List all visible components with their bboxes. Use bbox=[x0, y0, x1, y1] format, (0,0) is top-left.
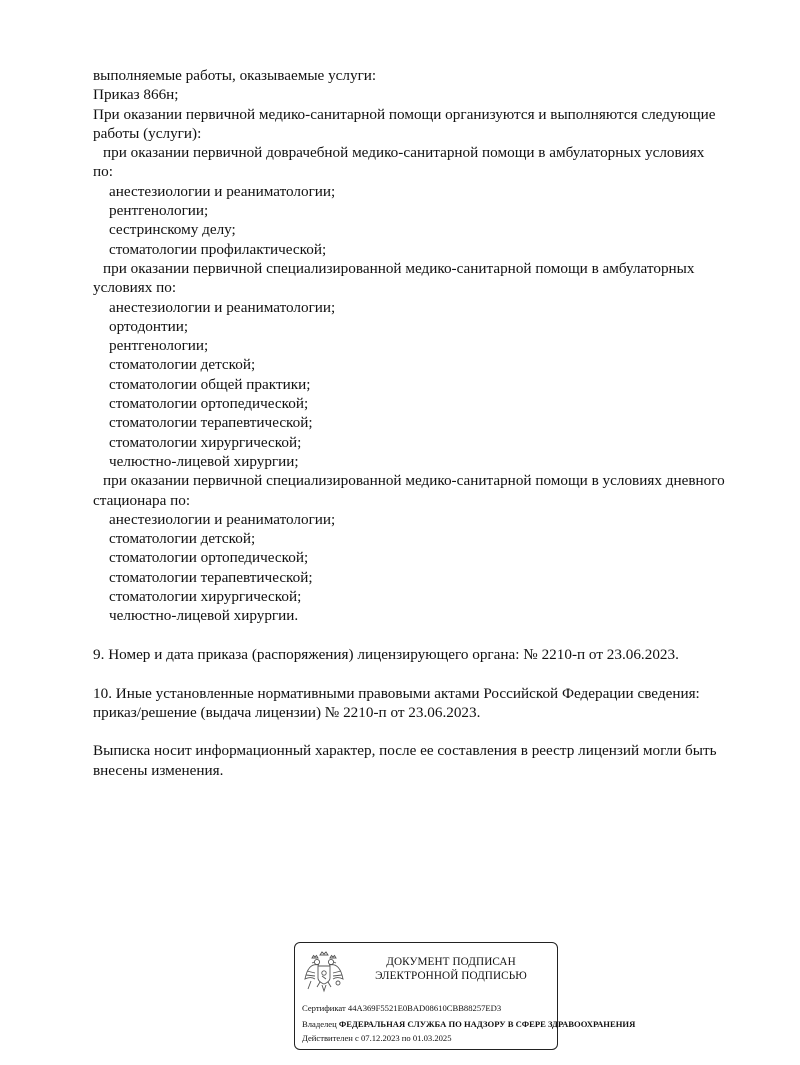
list-item: челюстно-лицевой хирургии; bbox=[109, 452, 299, 470]
certificate-label: Сертификат bbox=[302, 1003, 346, 1013]
list-item: стоматологии ортопедической; bbox=[109, 395, 309, 413]
list-item: рентгенологии; bbox=[109, 202, 209, 220]
list-item: анестезиологии и реаниматологии; bbox=[109, 510, 336, 528]
stamp-title-line: ЭЛЕКТРОННОЙ ПОДПИСЬЮ bbox=[375, 970, 527, 982]
list-item: стоматологии хирургической; bbox=[109, 588, 302, 606]
electronic-signature-stamp bbox=[294, 942, 636, 1050]
list-item: стоматологии хирургической; bbox=[109, 433, 302, 451]
order-number-line: 9. Номер и дата приказа (распоряжения) лицензирующего органа: № 2210-п от 23.06.2023. bbox=[93, 645, 679, 663]
certificate-line bbox=[302, 1003, 501, 1014]
list-item: анестезиологии и реаниматологии; bbox=[109, 298, 336, 316]
disclaimer-line: Выписка носит информационный характер, после ее составления в реестр лицензий могли быть bbox=[93, 742, 717, 760]
list-item: челюстно-лицевой хирургии. bbox=[109, 607, 299, 625]
paragraph-gap bbox=[93, 722, 763, 741]
text-line: Приказ 866н; bbox=[93, 86, 179, 104]
text-line: стационара по: bbox=[93, 491, 191, 509]
text-line: условиях по: bbox=[93, 279, 177, 297]
disclaimer-line: внесены изменения. bbox=[93, 761, 224, 779]
list-item: анестезиологии и реаниматологии; bbox=[109, 182, 336, 200]
list-item: стоматологии ортопедической; bbox=[109, 549, 309, 567]
text-line: при оказании первичной доврачебной медико-санитарной помощи в амбулаторных условиях bbox=[103, 144, 705, 162]
owner-value: ФЕДЕРАЛЬНАЯ СЛУЖБА ПО НАДЗОРУ В СФЕРЕ ЗДРАВООХРАНЕНИЯ bbox=[338, 1019, 636, 1029]
stamp-title bbox=[351, 955, 551, 983]
other-info-line: приказ/решение (выдача лицензии) № 2210-п от 23.06.2023. bbox=[93, 703, 481, 721]
paragraph-gap bbox=[93, 626, 763, 645]
text-line: выполняемые работы, оказываемые услуги: bbox=[93, 67, 377, 84]
russian-coat-of-arms-icon bbox=[303, 949, 345, 995]
owner-line bbox=[302, 1019, 635, 1030]
text-line: При оказании первичной медико-санитарной помощи организуются и выполняются следующие bbox=[93, 105, 716, 123]
list-item: сестринскому делу; bbox=[109, 221, 236, 239]
stamp-title-line: ДОКУМЕНТ ПОДПИСАН bbox=[386, 956, 516, 968]
list-item: стоматологии общей практики; bbox=[109, 375, 311, 393]
text-line: по: bbox=[93, 163, 113, 181]
list-item: ортодонтии; bbox=[109, 317, 189, 335]
paragraph-gap bbox=[93, 664, 763, 683]
certificate-value: 44A369F5521E0BAD08610CBB88257ED3 bbox=[347, 1003, 502, 1013]
list-item: стоматологии профилактической; bbox=[109, 240, 327, 258]
text-line: при оказании первичной специализированной медико-санитарной помощи в условиях дневного bbox=[103, 472, 725, 490]
list-item: стоматологии терапевтической; bbox=[109, 414, 313, 432]
validity-line: Действителен с 07.12.2023 по 01.03.2025 bbox=[302, 1033, 452, 1043]
text-line: работы (услуги): bbox=[93, 124, 202, 142]
other-info-line: 10. Иные установленные нормативными правовыми актами Российской Федерации сведения: bbox=[93, 684, 700, 702]
list-item: стоматологии детской; bbox=[109, 530, 256, 548]
text-line: при оказании первичной специализированной медико-санитарной помощи в амбулаторных bbox=[103, 259, 695, 277]
document-body bbox=[93, 66, 763, 780]
list-item: рентгенологии; bbox=[109, 337, 209, 355]
list-item: стоматологии терапевтической; bbox=[109, 568, 313, 586]
owner-label: Владелец bbox=[302, 1019, 337, 1029]
list-item: стоматологии детской; bbox=[109, 356, 256, 374]
